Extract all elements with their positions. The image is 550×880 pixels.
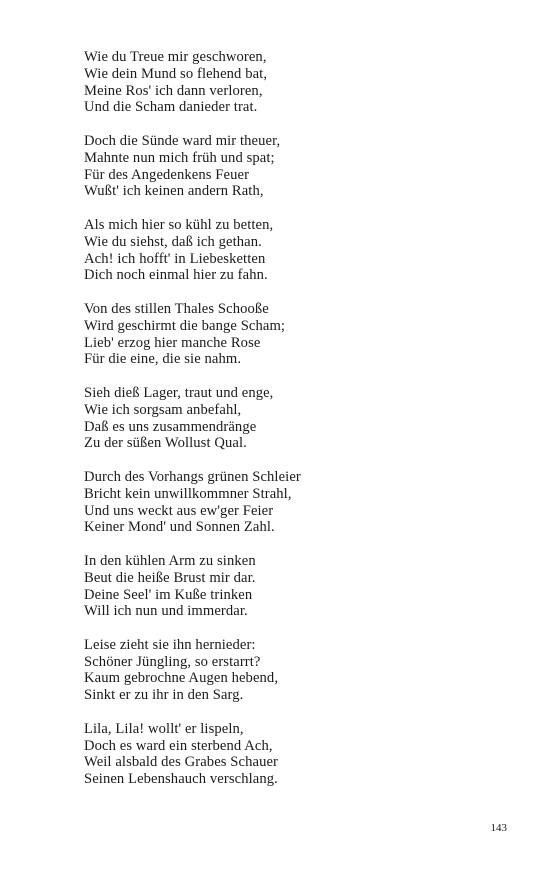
stanza-9: [84, 721, 504, 788]
verse-line: Keiner Mond' und Sonnen Zahl.: [84, 519, 275, 536]
verse-line: Ach! ich hofft' in Liebesketten: [84, 250, 266, 267]
verse-line: Schöner Jüngling, so erstarrt?: [84, 653, 261, 670]
verse-line: Und uns weckt aus ew'ger Feier: [84, 502, 274, 519]
verse-line: Weil alsbald des Grabes Schauer: [84, 754, 279, 771]
verse-line: Bricht kein unwillkommner Strahl,: [84, 485, 292, 502]
verse-line: Kaum gebrochne Augen hebend,: [84, 670, 279, 687]
verse-line: Wie ich sorgsam anbefahl,: [84, 401, 242, 418]
verse-line: Mahnte nun mich früh und spat;: [84, 149, 275, 166]
verse-line: Meine Ros' ich dann verloren,: [84, 82, 263, 99]
verse-line: Daß es uns zusammendränge: [84, 418, 257, 435]
stanza-3: [84, 217, 504, 284]
verse-line: Wie du siehst, daß ich gethan.: [84, 233, 262, 250]
verse-line: Wie dein Mund so flehend bat,: [84, 65, 268, 82]
verse-line: Durch des Vorhangs grünen Schleier: [84, 468, 301, 485]
verse-line: Von des stillen Thales Schooße: [84, 300, 269, 317]
verse-line: Und die Scham danieder trat.: [84, 99, 258, 116]
stanza-5: [84, 385, 504, 452]
verse-line: Lila, Lila! wollt' er lispeln,: [84, 720, 244, 737]
verse-line: Als mich hier so kühl zu betten,: [84, 216, 274, 233]
verse-line: Sinkt er zu ihr in den Sarg.: [84, 687, 244, 704]
verse-line: Für des Angedenkens Feuer: [84, 166, 250, 183]
stanza-6: [84, 469, 504, 536]
verse-line: Beut die heiße Brust mir dar.: [84, 569, 256, 586]
verse-line: Lieb' erzog hier manche Rose: [84, 334, 261, 351]
verse-line: Doch es ward ein sterbend Ach,: [84, 737, 273, 754]
stanza-1: [84, 49, 504, 116]
verse-line: Zu der süßen Wollust Qual.: [84, 435, 247, 452]
stanza-7: [84, 553, 504, 620]
verse-line: Doch die Sünde ward mir theuer,: [84, 132, 281, 149]
verse-line: Dich noch einmal hier zu fahn.: [84, 267, 268, 284]
verse-line: Will ich nun und immerdar.: [84, 603, 248, 620]
verse-line: Leise zieht sie ihn hernieder:: [84, 636, 256, 653]
page-number: 143: [490, 822, 507, 834]
verse-line: Wird geschirmt die bange Scham;: [84, 317, 286, 334]
verse-line: In den kühlen Arm zu sinken: [84, 552, 256, 569]
stanza-8: [84, 637, 504, 704]
verse-line: Deine Seel' im Kuße trinken: [84, 586, 253, 603]
verse-line: Seinen Lebenshauch verschlang.: [84, 771, 278, 788]
poem-text: [84, 49, 504, 805]
verse-line: Wußt' ich keinen andern Rath,: [84, 183, 264, 200]
verse-line: Sieh dieß Lager, traut und enge,: [84, 384, 274, 401]
verse-line: Für die eine, die sie nahm.: [84, 351, 242, 368]
stanza-4: [84, 301, 504, 368]
stanza-2: [84, 133, 504, 200]
verse-line: Wie du Treue mir geschworen,: [84, 49, 267, 65]
